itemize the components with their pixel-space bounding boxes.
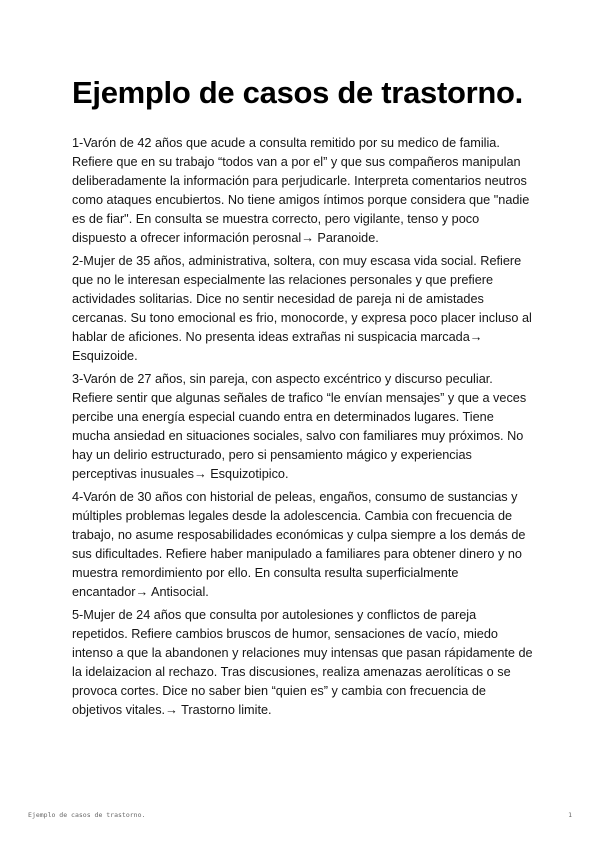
page-number: 1 [568,811,572,819]
case-paragraph-5: 5-Mujer de 24 años que consulta por autolesiones y conflictos de pareja repetidos. Refiere cambios bruscos de humor, sensaciones de vacío, miedo intenso a que la abandonen y relaciones muy intensas que pasan rápidamente de la idelaizacion al rechazo. Tras discusiones, realiza amenazas aerolíticas o se provoca cortes. Dice no saber bien “quien es” y cambia con frecuencia de objetivos vitales.→ Trastorno limite. [72,608,533,717]
case-paragraph-3: 3-Varón de 27 años, sin pareja, con aspecto excéntrico y discurso peculiar. Refiere sentir que algunas señales de trafico “le envían mensajes” y que a veces percibe una energía especial cuando entra en determinados lugares. Tiene mucha ansiedad en situaciones sociales, salvo con familiares muy próximos. No hay un delirio estructurado, pero si pensamiento mágico y experiencias perceptivas inusuales→ Esquizotipico. [72,372,527,481]
case-paragraph-1: 1-Varón de 42 años que acude a consulta remitido por su medico de familia. Refiere que en su trabajo “todos van a por el” y que sus compañeros manipulan deliberadamente la información para perjudicarle. Interpreta comentarios neutros como ataques encubiertos. No tiene amigos íntimos porque considera que "nadie es de fiar". En consulta se muestra correcto, pero vigilante, tenso y poco dispuesto a ofrecer información perosnal→ Paranoide. [72,136,530,245]
footer-title: Ejemplo de casos de trastorno. [28,811,146,819]
page-footer [28,811,572,819]
case-list [72,134,534,720]
case-paragraph-2: 2-Mujer de 35 años, administrativa, soltera, con muy escasa vida social. Refiere que no le interesan especialmente las relaciones personales y que prefiere actividades solitarias. Dice no sentir necesidad de pareja ni de amistades cercanas. Su tono emocional es frio, monocorde, y expresa poco placer incluso al hablar de aficiones. No presenta ideas extrañas ni suspicacia marcada→ Esquizoide. [72,254,532,363]
case-paragraph-4: 4-Varón de 30 años con historial de peleas, engaños, consumo de sustancias y múltiples problemas legales desde la adolescencia. Cambia con frecuencia de trabajo, no asume resposabilidades económicas y culpa siempre a los demás de sus dificultades. Refiere haber manipulado a familiares para obtener dinero y no muestra remordimiento por ello. En consulta resulta superficialmente encantador→ Antisocial. [72,490,526,599]
page-title: Ejemplo de casos de trastorno. [72,75,523,110]
document-page [72,74,534,724]
